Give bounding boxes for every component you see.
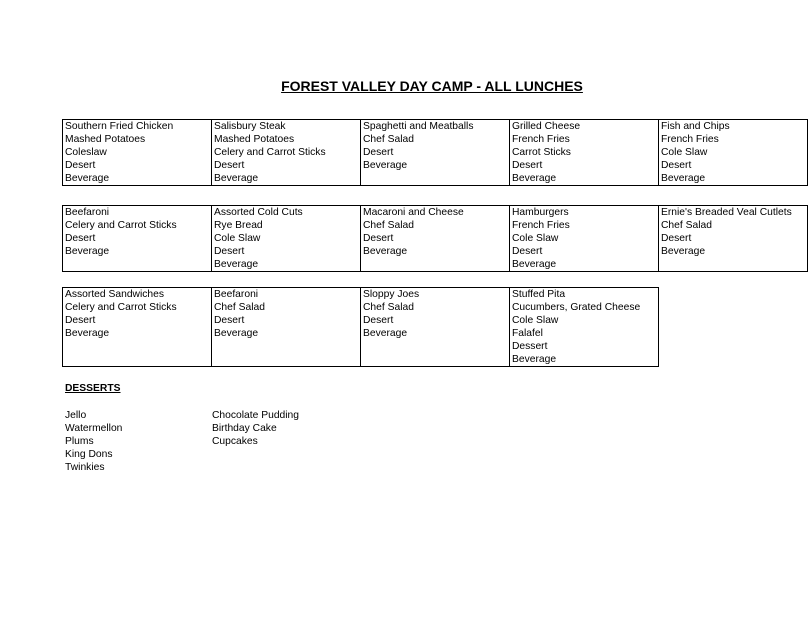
menu-item: Beverage [214, 259, 259, 270]
dessert-item: Watermellon [65, 423, 123, 434]
dessert-item: King Dons [65, 449, 113, 460]
menu-item: Desert [65, 233, 96, 244]
lunch-day-cell [510, 206, 659, 272]
lunch-day-cell [63, 288, 212, 367]
desserts-heading: DESSERTS [65, 383, 121, 394]
week-1-menu-table [62, 119, 808, 186]
table-row [63, 206, 808, 272]
dessert-item: Birthday Cake [212, 423, 277, 434]
menu-item: Desert [363, 233, 394, 244]
menu-item: Coleslaw [65, 147, 107, 158]
menu-item: Celery and Carrot Sticks [65, 220, 177, 231]
menu-item: Desert [512, 160, 543, 171]
menu-item: Desert [363, 315, 394, 326]
menu-item: Cucumbers, Grated Cheese [512, 302, 641, 313]
menu-item: Desert [661, 233, 692, 244]
desserts-column-1 [65, 409, 122, 474]
menu-item: Chef Salad [661, 220, 712, 231]
week-3-menu-table [62, 287, 807, 367]
menu-item: Beverage [363, 328, 408, 339]
lunch-day-cell [63, 120, 212, 186]
menu-item: Cole Slaw [214, 233, 261, 244]
menu-item: Falafel [512, 328, 543, 339]
lunch-day-cell [361, 206, 510, 272]
menu-item: Carrot Sticks [512, 147, 571, 158]
menu-item: Beverage [661, 173, 706, 184]
desserts-column-2 [212, 409, 299, 448]
dessert-item: Plums [65, 436, 94, 447]
table-row [63, 120, 808, 186]
dessert-item: Jello [65, 410, 87, 421]
menu-item: Beverage [363, 246, 408, 257]
menu-item: Beverage [214, 328, 259, 339]
lunch-day-cell [510, 288, 659, 367]
lunch-day-cell [659, 120, 808, 186]
menu-item: Chef Salad [214, 302, 265, 313]
lunch-day-cell [659, 206, 808, 272]
menu-item: Beefaroni [65, 207, 110, 218]
menu-item: Desert [214, 246, 245, 257]
menu-item: French Fries [661, 134, 719, 145]
menu-item: French Fries [512, 134, 570, 145]
menu-item: Stuffed Pita [512, 289, 566, 300]
menu-item: Salisbury Steak [214, 121, 286, 132]
menu-item: Chef Salad [363, 302, 414, 313]
menu-item: Beverage [65, 328, 110, 339]
menu-item: Beverage [363, 160, 408, 171]
lunch-day-cell [212, 206, 361, 272]
menu-item: Assorted Cold Cuts [214, 207, 303, 218]
menu-item: Dessert [512, 341, 548, 352]
menu-item: Desert [65, 315, 96, 326]
page-title: FOREST VALLEY DAY CAMP - ALL LUNCHES [281, 78, 583, 94]
menu-item: Desert [214, 160, 245, 171]
menu-item: Assorted Sandwiches [65, 289, 165, 300]
empty-cell [659, 288, 808, 367]
lunch-day-cell [212, 120, 361, 186]
dessert-item: Chocolate Pudding [212, 410, 300, 421]
week-2-menu-table [62, 205, 808, 272]
menu-item: Cole Slaw [661, 147, 708, 158]
menu-item: Grilled Cheese [512, 121, 581, 132]
menu-item: French Fries [512, 220, 570, 231]
menu-item: Southern Fried Chicken [65, 121, 174, 132]
lunch-day-cell [361, 288, 510, 367]
menu-item: Cole Slaw [512, 233, 559, 244]
menu-item: Mashed Potatoes [65, 134, 146, 145]
menu-item: Fish and Chips [661, 121, 730, 132]
menu-item: Spaghetti and Meatballs [363, 121, 474, 132]
menu-item: Chef Salad [363, 134, 414, 145]
menu-item: Hamburgers [512, 207, 569, 218]
menu-item: Mashed Potatoes [214, 134, 295, 145]
menu-item: Desert [661, 160, 692, 171]
menu-item: Beverage [512, 354, 557, 365]
lunch-day-cell [510, 120, 659, 186]
menu-item: Desert [363, 147, 394, 158]
menu-item: Desert [214, 315, 245, 326]
menu-item: Celery and Carrot Sticks [214, 147, 326, 158]
menu-item: Celery and Carrot Sticks [65, 302, 177, 313]
lunch-day-cell [212, 288, 361, 367]
menu-item: Beverage [65, 246, 110, 257]
lunch-day-cell [361, 120, 510, 186]
dessert-item: Cupcakes [212, 436, 258, 447]
menu-item: Beverage [661, 246, 706, 257]
menu-item: Chef Salad [363, 220, 414, 231]
lunch-day-cell [63, 206, 212, 272]
table-row [63, 288, 808, 367]
menu-item: Ernie's Breaded Veal Cutlets [661, 207, 792, 218]
menu-item: Cole Slaw [512, 315, 559, 326]
menu-item: Rye Bread [214, 220, 263, 231]
menu-item: Desert [512, 246, 543, 257]
menu-item: Beverage [65, 173, 110, 184]
menu-item: Beverage [512, 173, 557, 184]
menu-item: Desert [65, 160, 96, 171]
dessert-item: Twinkies [65, 462, 105, 473]
menu-item: Macaroni and Cheese [363, 207, 464, 218]
menu-item: Beefaroni [214, 289, 259, 300]
menu-item: Beverage [214, 173, 259, 184]
menu-item: Sloppy Joes [363, 289, 420, 300]
menu-item: Beverage [512, 259, 557, 270]
